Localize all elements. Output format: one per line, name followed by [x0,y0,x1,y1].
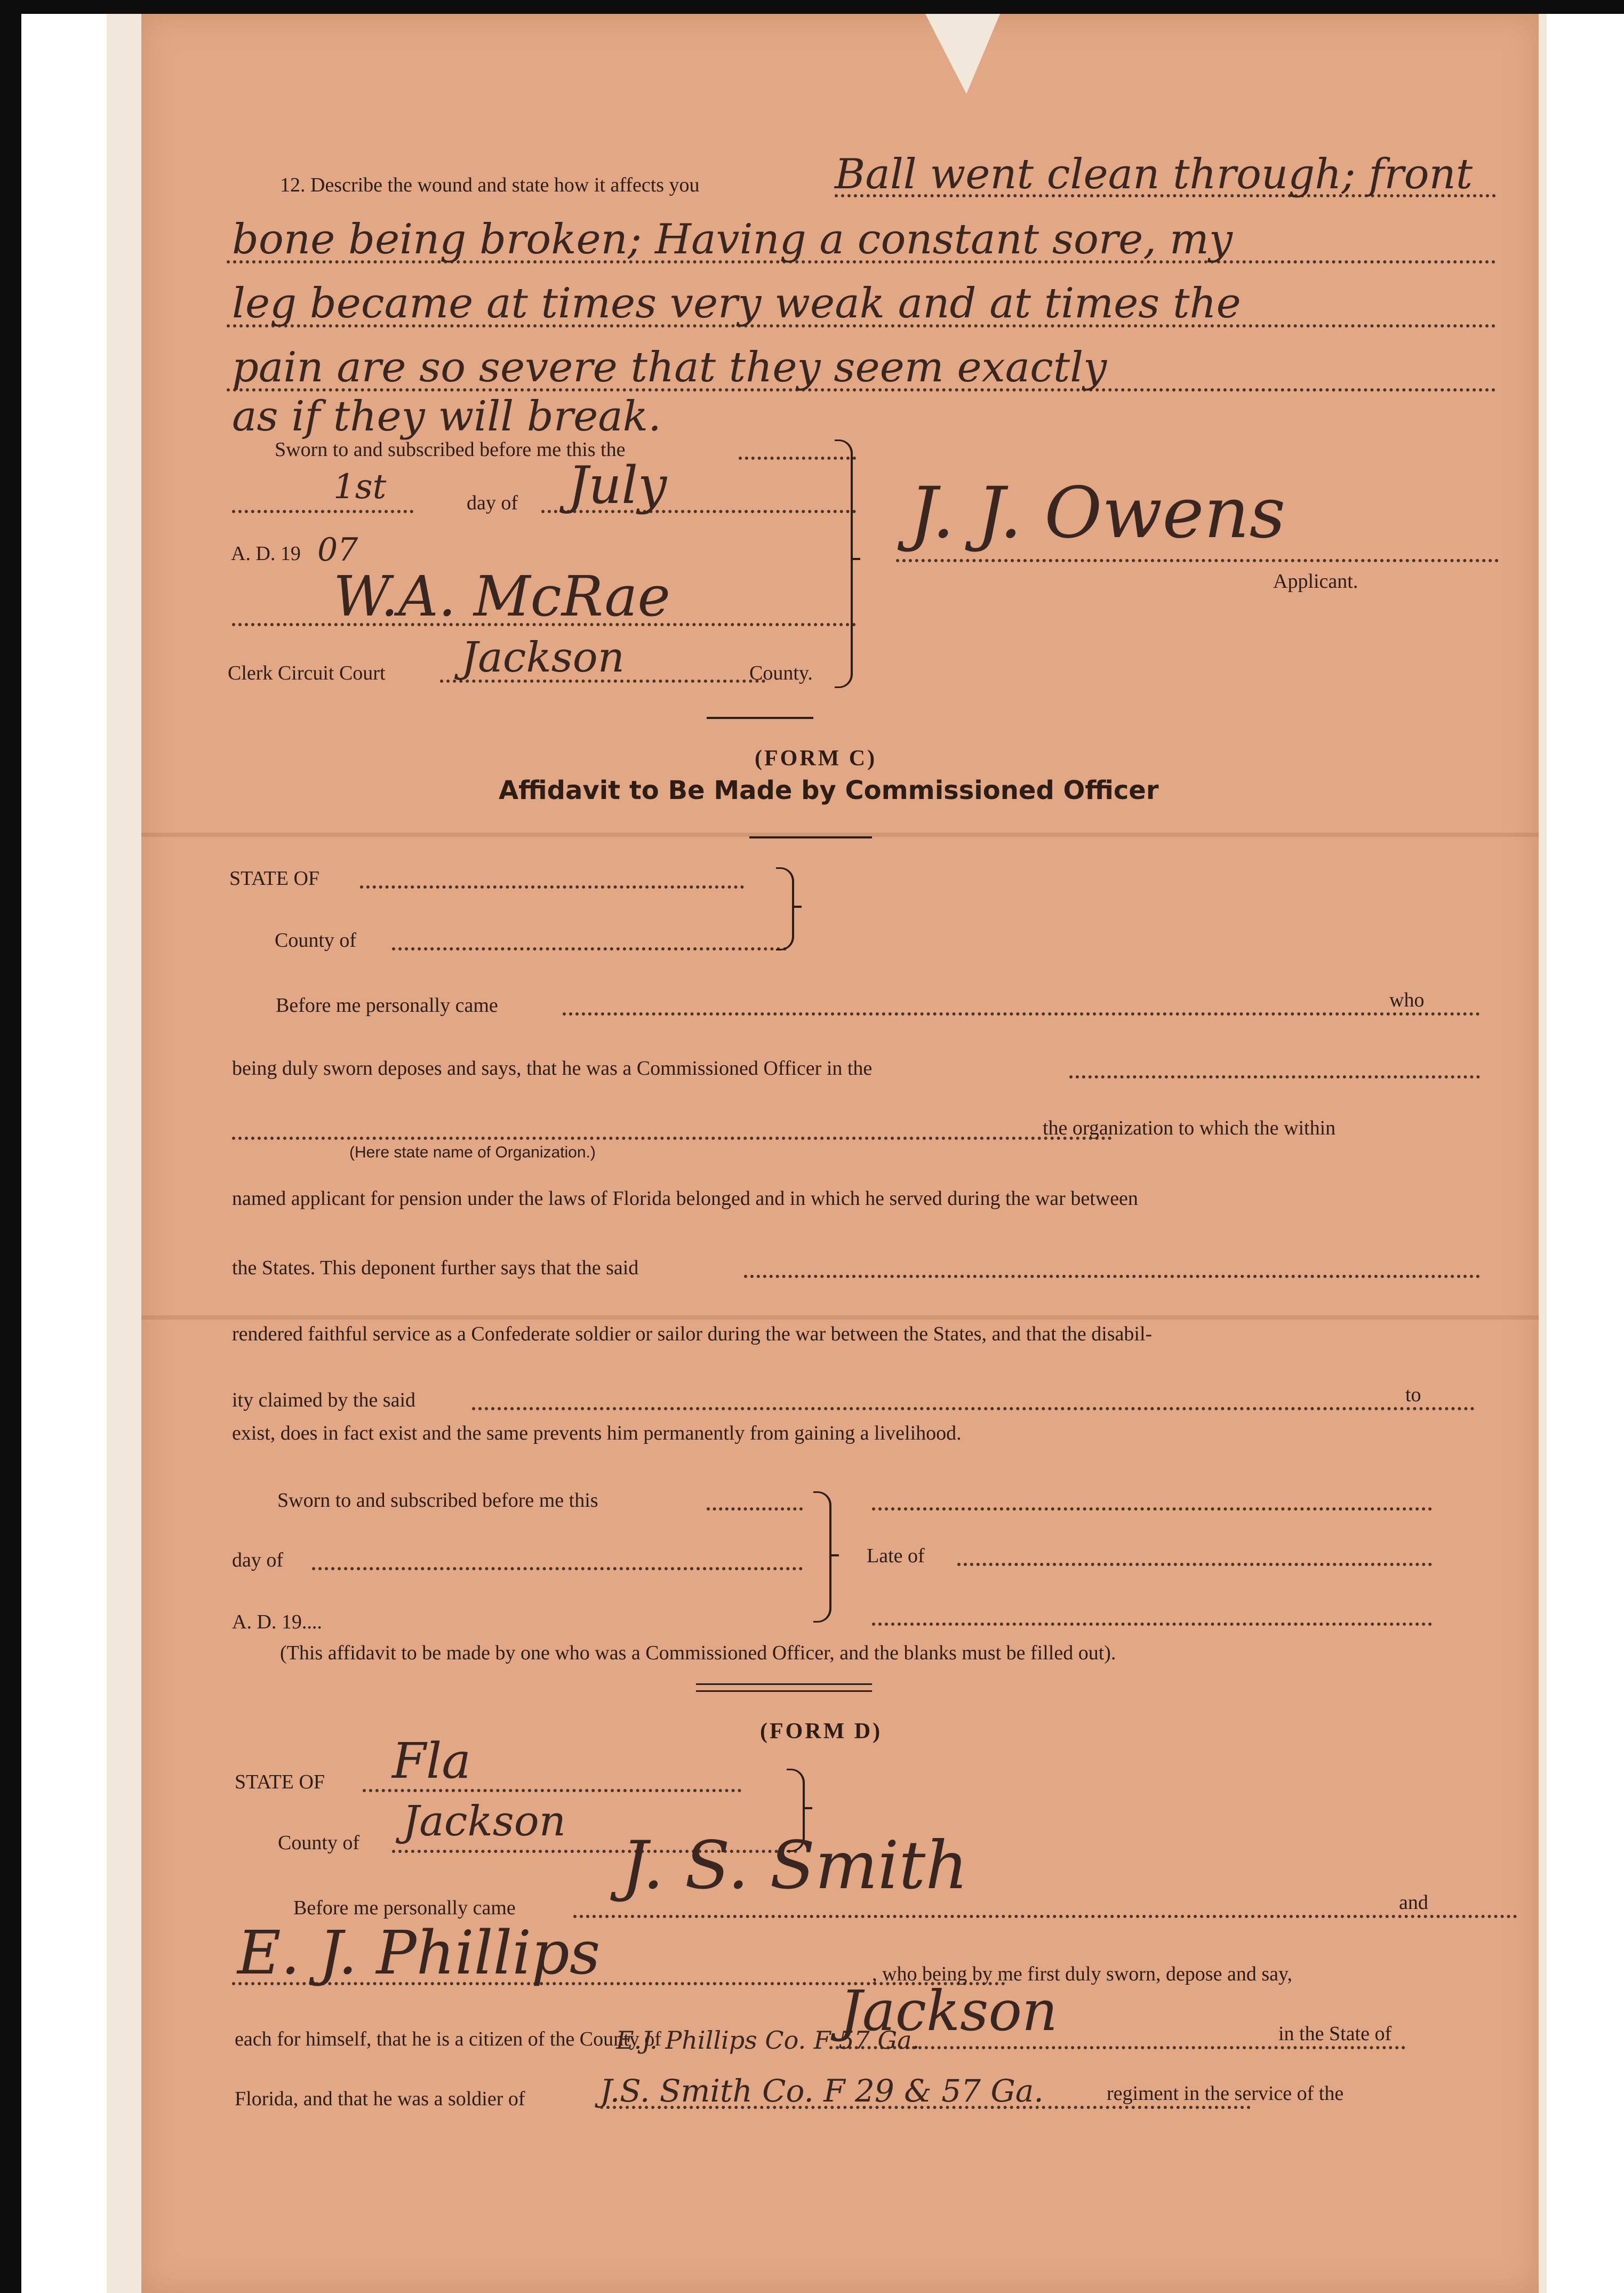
rendered-text: rendered faithful service as a Confederate soldier or sailor during the war between the States, and that the disabil- [232,1323,1153,1345]
blank-line [392,947,787,950]
county-suffix: County. [749,662,813,684]
before-me-label: Before me personally came [293,1897,516,1919]
q12-label: 12. Describe the wound and state how it affects you [280,174,700,196]
jurat-sworn: Sworn to and subscribed before me this the [275,438,626,461]
year-value: 07 [317,531,358,569]
section-rule [707,717,813,719]
county-value: Jackson [461,634,625,682]
late-of-label: Late of [867,1545,925,1567]
applicant-label: Applicant. [1273,570,1358,593]
exist-text: exist, does in fact exist and the same prevents him permanently from gaining a livelihood. [232,1422,962,1444]
venue-brace [776,867,794,950]
clerk-label: Clerk Circuit Court [228,662,386,684]
state-value: Fla [392,1732,471,1789]
month-value: July [568,456,667,515]
blank-line [1069,1075,1480,1078]
section-rule [749,836,872,838]
document-page [141,14,1539,2293]
who-being-text: , who being by me first duly sworn, depose and say, [872,1963,1293,1985]
blank-line [744,1275,1480,1278]
page-tear [925,14,1000,94]
blank-line [707,1507,803,1511]
fold-crease [141,1315,1539,1320]
county-value-2: Jackson [840,1978,1058,2043]
organization-note: (Here state name of Organization.) [349,1144,596,1161]
blank-line [957,1563,1432,1566]
person2-name: E. J. Phillips [237,1919,601,1988]
and-label: and [1399,1891,1428,1914]
form-c-label: (FORM C) [755,746,877,771]
double-rule [696,1683,872,1692]
sworn-label: Sworn to and subscribed before me this [277,1489,598,1512]
before-me-label: Before me personally came [276,994,498,1017]
disability-text: ity claimed by the said [232,1389,416,1411]
county-of-label: County of [275,929,357,952]
blank-line [563,1012,1480,1016]
blank-line [472,1407,1475,1410]
day-value: 1st [333,467,387,507]
jurat-brace [835,440,853,688]
ad-label: A. D. 19 [231,542,301,565]
day-of-label: day of [232,1549,284,1571]
scan-border-left [0,0,21,2293]
clerk-signature: W.A. McRae [333,564,670,629]
organization-text: the organization to which the within [1043,1117,1336,1139]
states-text: the States. This deponent further says that the said [232,1257,639,1279]
blank-line [573,1915,1517,1918]
county-value: Jackson [403,1797,566,1845]
regiment-text: regiment in the service of the [1107,2082,1344,2105]
state-of-label: STATE OF [235,1771,325,1793]
blank-line [872,1623,1432,1626]
each-for-text: each for himself, that he is a citizen of the County of [235,2028,661,2050]
q12-answer-4: pain are so severe that they seem exactly [232,343,1107,392]
soldier-note-bottom: J.S. Smith Co. F 29 & 57 Ga. [600,2073,1044,2109]
blank-line [360,885,744,889]
being-sworn-text: being duly sworn deposes and says, that he was a Commissioned Officer in the [232,1057,873,1080]
brace-tip [829,1554,839,1556]
blank-line [872,1507,1432,1511]
blank-line [232,1137,1112,1140]
q12-answer-5: as if they will break. [232,393,661,441]
state-of-label: STATE OF [229,867,320,890]
jurat-brace [813,1491,831,1623]
named-applicant-text: named applicant for pension under the laws of Florida belonged and in which he served during the war between [232,1187,1138,1210]
brace-tip [792,906,802,908]
brace-tip [851,558,860,560]
to-label: to [1405,1384,1421,1406]
ad-label: A. D. 19.... [232,1611,322,1633]
blank-line [312,1567,803,1570]
q12-answer-2: bone being broken; Having a constant sore, my [232,215,1233,263]
blank-line [232,510,413,513]
signature-line [896,559,1499,562]
florida-text: Florida, and that he was a soldier of [235,2088,525,2110]
in-state-label: in the State of [1278,2023,1392,2045]
county-of-label: County of [278,1832,360,1854]
form-d-label: (FORM D) [760,1719,883,1744]
who-label: who [1389,989,1425,1011]
applicant-signature: J. J. Owens [909,472,1286,554]
brace-tip [803,1807,812,1809]
scan-border-top [21,0,1624,14]
q12-answer-3: leg became at times very weak and at times the [232,279,1241,327]
q12-answer-1: Ball went clean through; front [835,150,1473,198]
form-c-title: Affidavit to Be Made by Commissioned Officer [499,776,1159,805]
soldier-note-top: E.J. Phillips Co. F 57 Ga. [616,2026,920,2055]
form-c-note: (This affidavit to be made by one who was a Commissioned Officer, and the blanks must be filled out). [280,1642,1116,1664]
person1-name: J. S. Smith [621,1827,969,1904]
day-of-label: day of [467,492,518,514]
blank-line [600,2106,1251,2109]
